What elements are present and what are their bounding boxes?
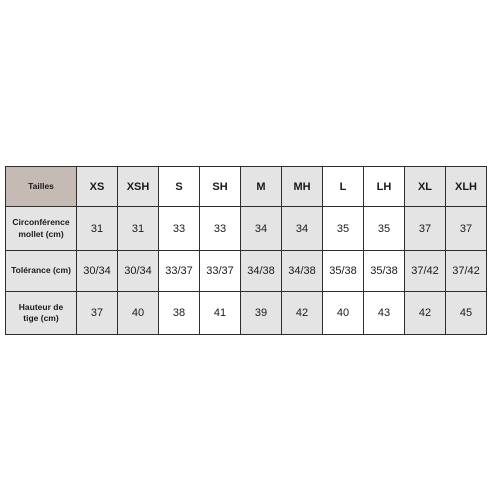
table-cell: 33	[200, 207, 241, 251]
row-label-tolerance	[6, 251, 77, 292]
table-cell: 30/34	[118, 251, 159, 292]
table-cell: 34	[241, 207, 282, 251]
table-cell: 38	[159, 292, 200, 335]
row-label-line: Hauteur de	[18, 301, 64, 312]
table-cell: 35/38	[323, 251, 364, 292]
table-cell: 43	[364, 292, 405, 335]
table-cell: 33/37	[200, 251, 241, 292]
row-label-shaft-height	[6, 292, 77, 335]
size-header: SH	[200, 167, 241, 207]
table-cell: 35	[323, 207, 364, 251]
tolerance-row	[6, 251, 487, 292]
row-label-line: Circonférence	[12, 217, 70, 228]
table-cell: 34/38	[282, 251, 323, 292]
table-cell: 34/38	[241, 251, 282, 292]
row-label-calf-circumference	[6, 207, 77, 251]
row-label-line: mollet (cm)	[18, 228, 64, 239]
table-cell: 40	[323, 292, 364, 335]
row-label-line: tige (cm)	[23, 313, 59, 323]
table-cell: 37/42	[446, 251, 487, 292]
size-header: S	[159, 167, 200, 207]
size-chart-table	[5, 166, 487, 335]
table-cell: 34	[282, 207, 323, 251]
table-cell: 35/38	[364, 251, 405, 292]
size-header: XS	[77, 167, 118, 207]
table-cell: 41	[200, 292, 241, 335]
table-cell: 35	[364, 207, 405, 251]
table-cell: 37	[446, 207, 487, 251]
size-header: M	[241, 167, 282, 207]
table-cell: 37	[77, 292, 118, 335]
calf-circumference-row	[6, 207, 487, 251]
table-cell: 33	[159, 207, 200, 251]
table-cell: 31	[118, 207, 159, 251]
table-cell: 37	[405, 207, 446, 251]
table-cell: 37/42	[405, 251, 446, 292]
table-cell: 31	[77, 207, 118, 251]
table-cell: 42	[405, 292, 446, 335]
row-label-line: Tolérance (cm)	[11, 265, 71, 276]
table-cell: 30/34	[77, 251, 118, 292]
corner-label: Tailles	[6, 167, 77, 207]
size-header: MH	[282, 167, 323, 207]
size-header: LH	[364, 167, 405, 207]
shaft-height-row	[6, 292, 487, 335]
size-header: L	[323, 167, 364, 207]
table-cell: 40	[118, 292, 159, 335]
size-header: XSH	[118, 167, 159, 207]
table-cell: 45	[446, 292, 487, 335]
table-cell: 33/37	[159, 251, 200, 292]
header-row	[6, 167, 487, 207]
table-cell: 39	[241, 292, 282, 335]
size-header: XLH	[446, 167, 487, 207]
size-header: XL	[405, 167, 446, 207]
table-cell: 42	[282, 292, 323, 335]
